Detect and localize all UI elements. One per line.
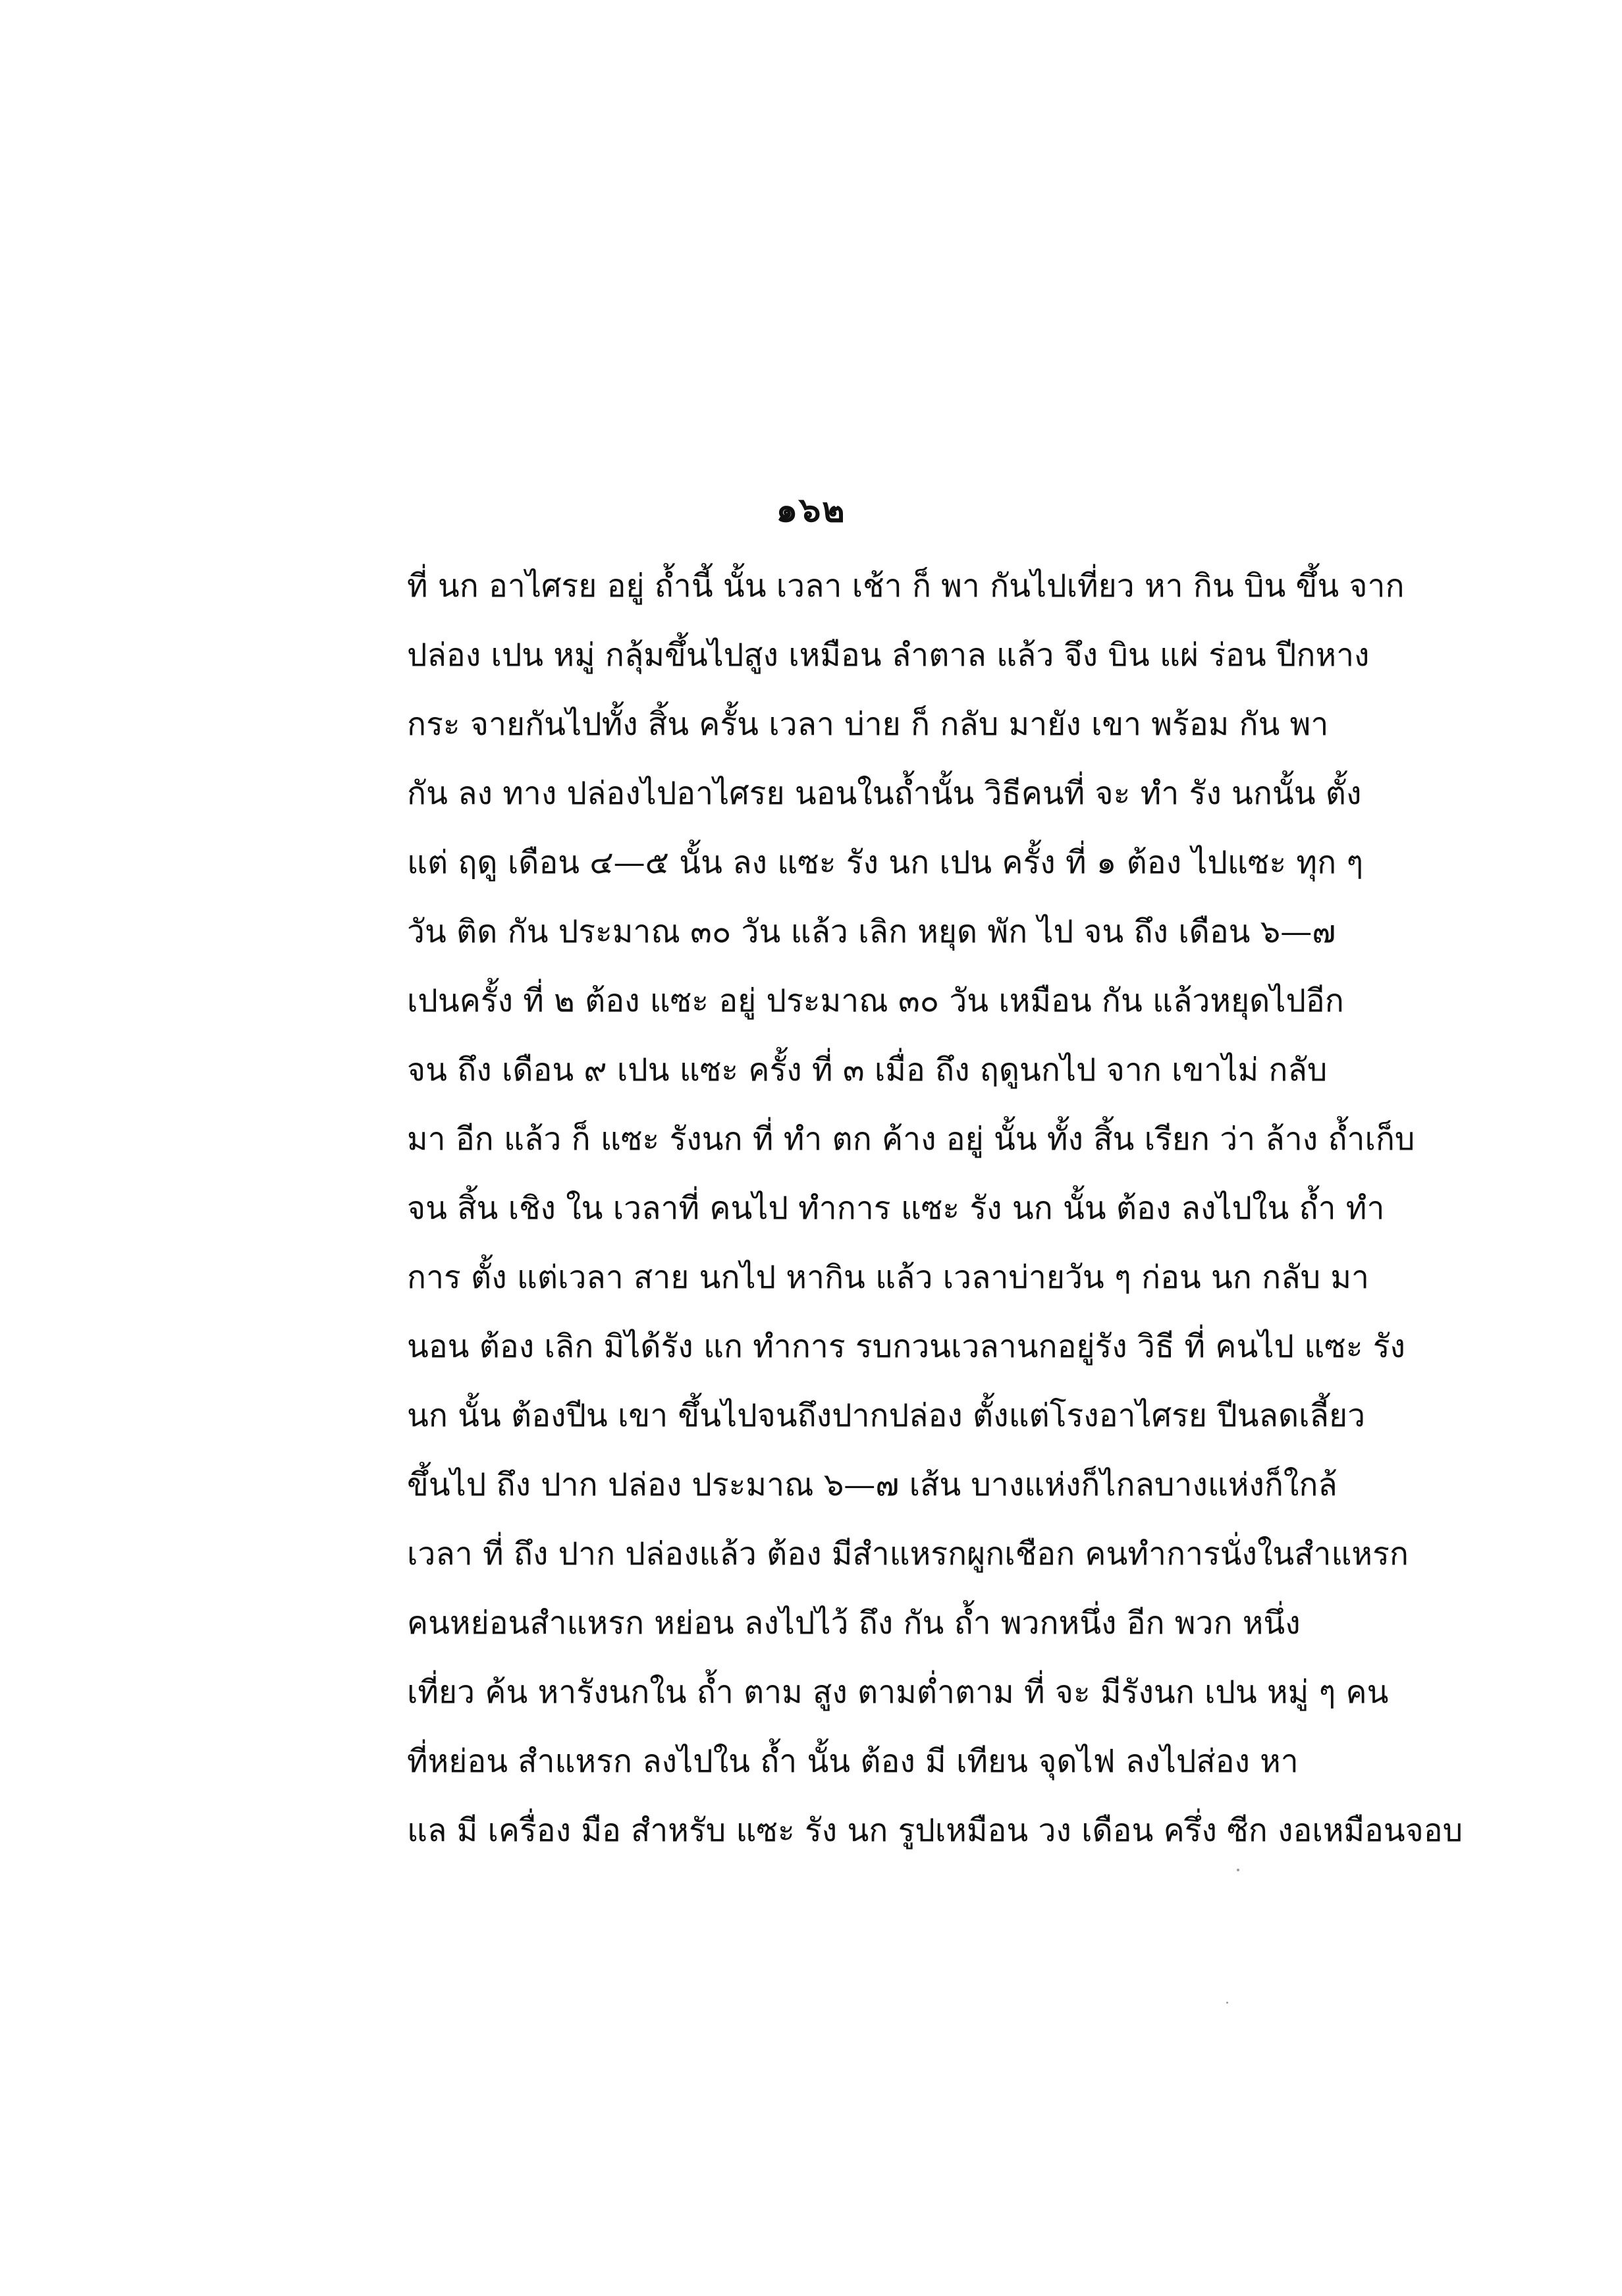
text-line: นอน ต้อง เลิก มิได้รัง แก ทำการ รบกวนเวลานกอยู่รัง วิธี ที่ คนไป แซะ รัง [407,1328,1405,1365]
text-line: ที่ นก อาไศรย อยู่ ถ้ำนี้ นั้น เวลา เช้า ก็ พา กันไปเที่ยว หา กิน บิน ขึ้น จาก [407,568,1405,604]
text-line: กัน ลง ทาง ปล่องไปอาไศรย นอนในถ้ำนั้น วิธีคนที่ จะ ทำ รัง นกนั้น ตั้ง [407,775,1362,812]
text-line: คนหย่อนสำแหรก หย่อน ลงไปไว้ ถึง กัน ถ้ำ พวกหนึ่ง อีก พวก หนึ่ง [407,1605,1301,1642]
text-line: การ ตั้ง แต่เวลา สาย นกไป หากิน แล้ว เวลาบ่ายวัน ๆ ก่อน นก กลับ มา [407,1259,1369,1296]
page-number: ๑๖๒ [776,490,846,530]
text-line: มา อีก แล้ว ก็ แซะ รังนก ที่ ทำ ตก ค้าง อยู่ นั้น ทั้ง สิ้น เรียก ว่า ล้าง ถ้ำเก็บ [407,1121,1415,1158]
text-line: กระ จายกันไปทั้ง สิ้น ครั้น เวลา บ่าย ก็ กลับ มายัง เขา พร้อม กัน พา [407,706,1329,743]
text-line: แต่ ฤดู เดือน ๔—๕ นั้น ลง แซะ รัง นก เปน ครั้ง ที่ ๑ ต้อง ไปแซะ ทุก ๆ [407,844,1364,881]
scan-speck [1237,1869,1239,1871]
text-line: จน สิ้น เชิง ใน เวลาที่ คนไป ทำการ แซะ รัง นก นั้น ต้อง ลงไปใน ถ้ำ ทำ [407,1190,1385,1227]
text-line: นก นั้น ต้องปีน เขา ขึ้นไปจนถึงปากปล่อง ตั้งแต่โรงอาไศรย ปีนลดเลี้ยว [407,1397,1366,1434]
text-line: วัน ติด กัน ประมาณ ๓๐ วัน แล้ว เลิก หยุด พัก ไป จน ถึง เดือน ๖—๗ [407,913,1336,950]
text-line: แล มี เครื่อง มือ สำหรับ แซะ รัง นก รูปเหมือน วง เดือน ครึ่ง ซีก งอเหมือนจอบ [407,1812,1463,1849]
body-text [407,552,1463,1865]
text-line: จน ถึง เดือน ๙ เปน แซะ ครั้ง ที่ ๓ เมื่อ ถึง ฤดูนกไป จาก เขาไม่ กลับ [407,1052,1328,1088]
text-line: ปล่อง เปน หมู่ กลุ้มขึ้นไปสูง เหมือน ลำตาล แล้ว จึง บิน แผ่ ร่อน ปีกหาง [407,637,1370,674]
text-line: ที่หย่อน สำแหรก ลงไปใน ถ้ำ นั้น ต้อง มี เทียน จุดไฟ ลงไปส่อง หา [407,1743,1299,1780]
text-line: ขึ้นไป ถึง ปาก ปล่อง ประมาณ ๖—๗ เส้น บางแห่งก็ไกลบางแห่งก็ใกล้ [407,1466,1338,1503]
scan-speck [1226,2002,1228,2004]
text-line: เปนครั้ง ที่ ๒ ต้อง แซะ อยู่ ประมาณ ๓๐ วัน เหมือน กัน แล้วหยุดไปอีก [407,982,1344,1019]
text-line: เที่ยว ค้น หารังนกใน ถ้ำ ตาม สูง ตามต่ำตาม ที่ จะ มีรังนก เปน หมู่ ๆ คน [407,1674,1389,1711]
text-line: เวลา ที่ ถึง ปาก ปล่องแล้ว ต้อง มีสำแหรกผูกเชือก คนทำการนั่งในสำแหรก [407,1535,1409,1572]
